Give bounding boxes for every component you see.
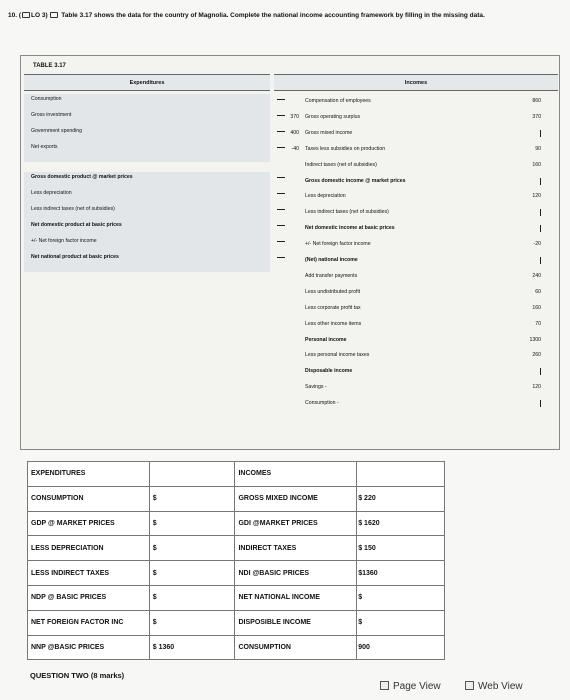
answer-cell-c3: [235, 585, 357, 610]
answer-row: [28, 486, 445, 511]
answer-cell-c3: [235, 561, 357, 586]
income-label: (Net) national income: [305, 257, 358, 263]
income-blank: [511, 368, 541, 377]
question-two-heading: QUESTION TWO (8 marks): [30, 671, 125, 680]
expenditure-blank: [263, 190, 285, 196]
answer-cell-c4[interactable]: [357, 486, 445, 511]
table-icon: [50, 12, 58, 18]
income-label: Less personal income taxes: [305, 352, 370, 359]
income-left-value: 400: [290, 129, 299, 136]
income-amount: 70: [535, 320, 541, 327]
answer-cell-c2[interactable]: [149, 486, 235, 511]
answer-cell-text: $ 150: [358, 544, 376, 552]
income-blank: [511, 130, 541, 139]
income-amount: 120: [532, 384, 541, 391]
expenditure-blank: [263, 174, 285, 180]
answer-cell-text: GDI @MARKET PRICES: [238, 519, 318, 527]
expenditures-header: Expenditures: [24, 74, 270, 91]
answer-table: [27, 461, 445, 660]
income-amount: 240: [532, 272, 541, 279]
question-body: Table 3.17 shows the data for the country of Magnolia. Complete the national income accounting framework by filling in the missing data.: [61, 12, 485, 19]
answer-row: [28, 536, 445, 561]
income-amount: 860: [532, 98, 541, 104]
table-title: TABLE 3.17: [33, 63, 66, 69]
answer-cell-text: $1360: [358, 569, 378, 577]
expenditure-blank: [263, 206, 285, 212]
web-view-icon: [465, 681, 474, 690]
answer-cell-text: NDI @BASIC PRICES: [238, 569, 310, 577]
income-label: Consumption -: [305, 400, 339, 407]
expenditure-label: +/- Net foreign factor income: [31, 238, 97, 244]
answer-cell-c1: [28, 635, 150, 660]
answer-cell-c3: [235, 486, 357, 511]
answer-cell-text: LESS DEPRECIATION: [31, 544, 104, 552]
answer-cell-c4: [357, 462, 445, 487]
answer-row: [28, 610, 445, 635]
income-amount: 160: [532, 304, 541, 311]
income-label: Less indirect taxes (net of subsidies): [305, 209, 389, 216]
question-text: 10. ( LO 3) Table 3.17 shows the data for the country of Magnolia. Complete the national income accounting framework by filling in the missing data.: [8, 12, 485, 19]
question-number: 10.: [8, 12, 18, 19]
answer-cell-c2[interactable]: [149, 585, 235, 610]
income-amount: 370: [532, 113, 541, 120]
income-label: Add transfer payments: [305, 272, 358, 279]
income-amount: 260: [532, 352, 541, 359]
income-amount: 60: [535, 288, 541, 295]
answer-cell-text: NNP @BASIC PRICES: [31, 643, 105, 651]
answer-cell-text: NET NATIONAL INCOME: [238, 594, 320, 602]
answer-cell-text: $ 1360: [152, 643, 175, 651]
answer-cell-c3: [235, 610, 357, 635]
income-left-value: -40: [291, 145, 299, 152]
answer-cell-c1: [28, 610, 150, 635]
expenditure-blank: [263, 96, 285, 102]
expenditure-label: Less indirect taxes (net of subsidies): [31, 206, 115, 212]
answer-cell-text: $: [358, 594, 363, 602]
income-label: Gross mixed income: [305, 129, 353, 136]
answer-cell-c2[interactable]: [149, 561, 235, 586]
income-blank: [511, 209, 541, 218]
textbook-table: [20, 55, 560, 450]
answer-cell-c2[interactable]: [149, 511, 235, 536]
answer-cell-text: CONSUMPTION: [31, 495, 84, 503]
expenditure-label: Gross investment: [31, 112, 72, 118]
income-label: Less corporate profit tax: [305, 304, 361, 311]
web-view-button[interactable]: [465, 681, 523, 692]
income-amount: -20: [533, 241, 541, 248]
income-amount: 1300: [529, 336, 541, 343]
expenditure-label: Net national product at basic prices: [31, 254, 119, 260]
answer-cell-c2: [149, 462, 235, 487]
answer-cell-text: EXPENDITURES: [31, 470, 86, 478]
incomes-header: Incomes: [274, 74, 558, 91]
answer-cell-text: DISPOSIBLE INCOME: [238, 619, 311, 627]
learning-objective: LO 3): [31, 12, 48, 19]
income-label: Gross operating surplus: [305, 113, 361, 120]
answer-cell-text: $: [152, 544, 157, 552]
answer-row: [28, 585, 445, 610]
income-label: Disposable income: [305, 368, 353, 375]
answer-cell-c4[interactable]: [357, 511, 445, 536]
answer-cell-c2[interactable]: [149, 635, 235, 660]
answer-cell-c4[interactable]: [357, 561, 445, 586]
income-amount: 90: [535, 145, 541, 152]
answer-cell-text: LESS INDIRECT TAXES: [31, 569, 110, 577]
income-label: Net domestic income at basic prices: [305, 225, 395, 232]
page-view-icon: [380, 681, 389, 690]
answer-cell-c1: [28, 536, 150, 561]
answer-cell-c1: [28, 511, 150, 536]
answer-cell-text: $: [152, 619, 157, 627]
income-blank: [511, 257, 541, 266]
income-left-value: 370: [290, 113, 299, 120]
income-blank: [511, 400, 541, 409]
answer-cell-text: NET FOREIGN FACTOR INC: [31, 619, 124, 627]
answer-cell-c4[interactable]: [357, 585, 445, 610]
learning-objective-icon: [22, 12, 30, 18]
answer-cell-c1: [28, 561, 150, 586]
answer-row: [28, 635, 445, 660]
income-blank: [511, 225, 541, 234]
income-blank: [511, 178, 541, 187]
page-view-label: Page View: [393, 681, 441, 692]
answer-cell-c2[interactable]: [149, 610, 235, 635]
answer-row: [28, 511, 445, 536]
answer-cell-text: CONSUMPTION: [238, 643, 291, 651]
expenditure-label: Consumption: [31, 96, 62, 102]
income-label: Personal income: [305, 336, 347, 343]
answer-cell-c1: [28, 585, 150, 610]
expenditure-label: Gross domestic product @ market prices: [31, 174, 133, 180]
expenditure-label: Less depreciation: [31, 190, 72, 196]
answer-cell-c3: [235, 511, 357, 536]
expenditure-label: Government spending: [31, 128, 83, 134]
answer-cell-text: 900: [358, 643, 370, 651]
income-label: Indirect taxes (net of subsidies): [305, 161, 377, 168]
answer-cell-text: $: [152, 495, 157, 503]
page-view-button[interactable]: [380, 681, 441, 692]
answer-cell-text: GDP @ MARKET PRICES: [31, 519, 115, 527]
answer-cell-c3: [235, 536, 357, 561]
income-label: Less other income items: [305, 320, 362, 327]
income-amount: 120: [532, 193, 541, 200]
web-view-label: Web View: [478, 681, 523, 692]
answer-cell-c1: [28, 486, 150, 511]
answer-cell-c4[interactable]: [357, 536, 445, 561]
answer-cell-text: INDIRECT TAXES: [238, 544, 297, 552]
answer-cell-c4[interactable]: [357, 635, 445, 660]
income-label: +/- Net foreign factor income: [305, 241, 371, 248]
answer-cell-text: $: [152, 569, 157, 577]
income-label: Less depreciation: [305, 193, 346, 200]
answer-cell-c2[interactable]: [149, 536, 235, 561]
income-label: Less undistributed profit: [305, 288, 361, 295]
expenditure-blank: [263, 238, 285, 244]
expenditure-label: Net domestic product at basic prices: [31, 222, 122, 228]
answer-cell-text: $: [358, 619, 363, 627]
income-label: Taxes less subsidies on production: [305, 145, 386, 152]
answer-cell-c3: [235, 462, 357, 487]
answer-cell-text: $ 1620: [358, 519, 380, 527]
answer-cell-text: INCOMES: [238, 470, 272, 478]
answer-row: [28, 462, 445, 487]
income-label: Compensation of employees: [305, 98, 371, 104]
income-label: Gross domestic income @ market prices: [305, 177, 406, 184]
answer-row: [28, 561, 445, 586]
income-amount: 160: [532, 161, 541, 168]
answer-cell-text: $: [152, 519, 157, 527]
answer-cell-c1: [28, 462, 150, 487]
income-label: Savings -: [305, 384, 327, 391]
answer-cell-c3: [235, 635, 357, 660]
answer-cell-text: $: [152, 594, 157, 602]
answer-cell-text: NDP @ BASIC PRICES: [31, 594, 107, 602]
answer-cell-text: $ 220: [358, 495, 376, 503]
answer-cell-c4[interactable]: [357, 610, 445, 635]
expenditure-blank: [263, 222, 285, 228]
answer-cell-text: GROSS MIXED INCOME: [238, 495, 318, 503]
expenditure-blank: [263, 254, 285, 260]
expenditure-label: Net exports: [31, 144, 58, 150]
